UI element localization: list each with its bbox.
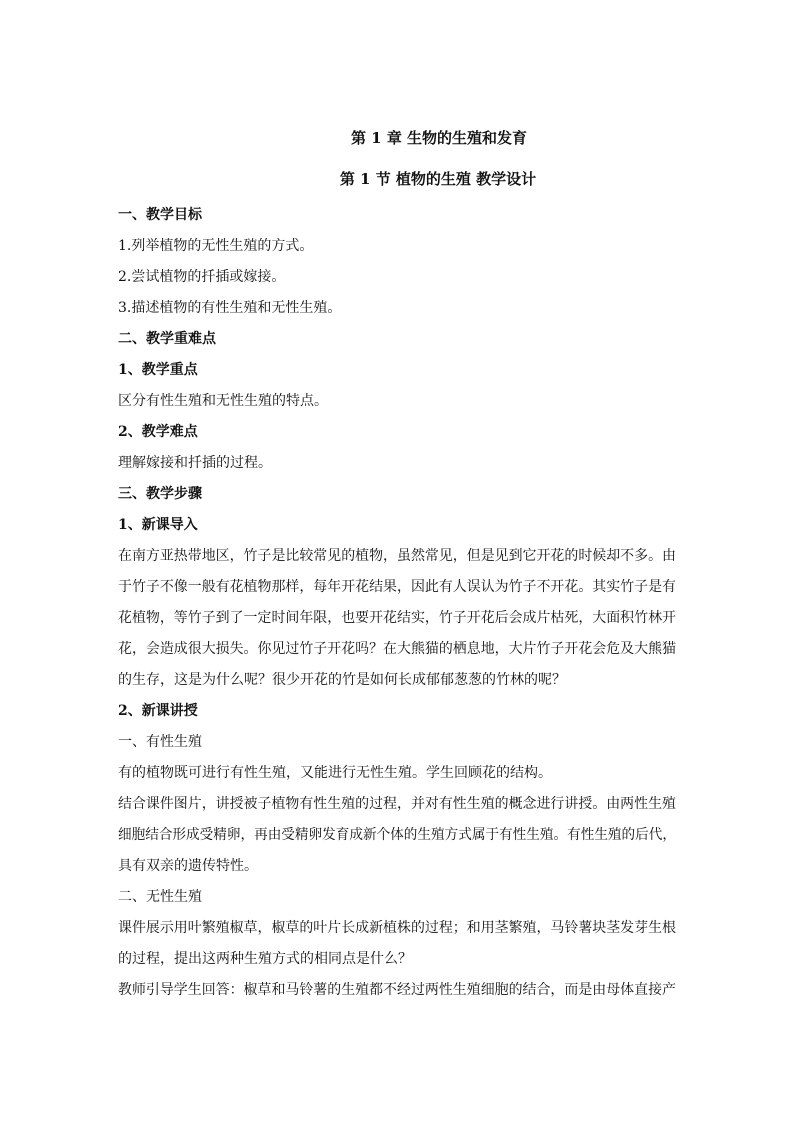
subheading-asexual: 二、无性生殖 (118, 889, 202, 905)
section-heading-key-points: 二、教学重难点 (118, 331, 216, 347)
objective-item: 1.列举植物的无性生殖的方式。 (118, 238, 314, 254)
sexual-text: 有的植物既可进行有性生殖，又能进行无性生殖。学生回顾花的结构。 (118, 765, 552, 781)
subheading-lecture: 2、新课讲授 (118, 703, 198, 719)
paragraph-line: 于竹子不像一般有花植物那样，每年开花结果，因此有人误认为竹子不开花。其实竹子是有 (118, 579, 676, 595)
section-heading-objectives: 一、教学目标 (118, 207, 202, 223)
subheading-focus: 1、教学重点 (118, 362, 198, 378)
title-block (118, 128, 676, 189)
paragraph-line: 结合课件图片，讲授被子植物有性生殖的过程，并对有性生殖的概念进行讲授。由两性生殖 (118, 796, 676, 812)
focus-text: 区分有性生殖和无性生殖的特点。 (118, 393, 328, 409)
document-body (118, 200, 676, 1006)
asexual-paragraph (118, 913, 676, 975)
difficulty-text: 理解嫁接和扦插的过程。 (118, 455, 272, 471)
subheading-sexual: 一、有性生殖 (118, 734, 202, 750)
paragraph-line: 的生存，这是为什么呢？很少开花的竹是如何长成郁郁葱葱的竹林的呢？ (118, 672, 566, 688)
lesson-title: 第 1 节 植物的生殖 教学设计 (339, 170, 537, 188)
sexual-paragraph (118, 789, 676, 882)
subheading-intro: 1、新课导入 (118, 517, 198, 533)
paragraph-line: 花植物，等竹子到了一定时间年限，也要开花结实，竹子开花后会成片枯死，大面积竹林开 (118, 610, 676, 626)
objective-item: 3.描述植物的有性生殖和无性生殖。 (118, 300, 342, 316)
section-heading-steps: 三、教学步骤 (118, 486, 202, 502)
paragraph-line: 在南方亚热带地区，竹子是比较常见的植物，虽然常见，但是见到它开花的时候却不多。由 (118, 548, 676, 564)
subheading-difficulty: 2、教学难点 (118, 424, 198, 440)
chapter-title: 第 1 章 生物的生殖和发育 (350, 129, 528, 147)
paragraph-line: 具有双亲的遗传特性。 (118, 858, 258, 874)
paragraph-line: 课件展示用叶繁殖椒草，椒草的叶片长成新植株的过程；和用茎繁殖，马铃薯块茎发芽生根 (118, 920, 676, 936)
intro-paragraph (118, 541, 676, 696)
paragraph-line: 细胞结合形成受精卵，再由受精卵发育成新个体的生殖方式属于有性生殖。有性生殖的后代， (118, 827, 676, 843)
objective-item: 2.尝试植物的扦插或嫁接。 (118, 269, 286, 285)
paragraph-line: 的过程，提出这两种生殖方式的相同点是什么？ (118, 951, 412, 967)
paragraph-line: 花，会造成很大损失。你见过竹子开花吗？在大熊猫的栖息地，大片竹子开花会危及大熊猫 (118, 641, 676, 657)
answer-text: 教师引导学生回答：椒草和马铃薯的生殖都不经过两性生殖细胞的结合，而是由母体直接产 (118, 982, 676, 998)
